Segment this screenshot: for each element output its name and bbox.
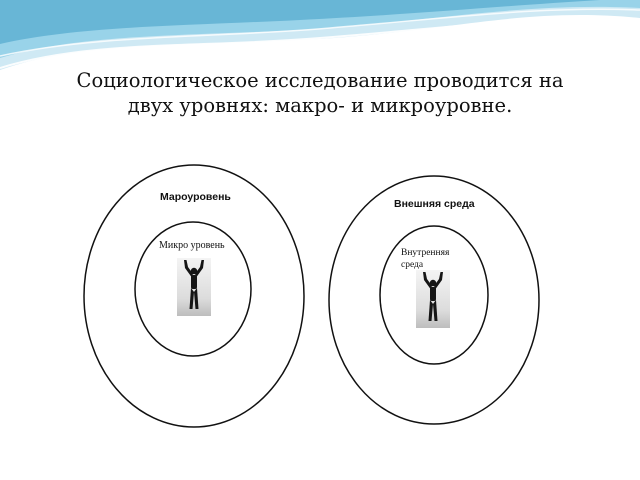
external-environment-label: Внешняя среда	[394, 198, 475, 210]
slide-title-line-2: двух уровнях: макро- и микроуровне.	[127, 94, 513, 117]
internal-environment-label-line-1: Внутренняя	[401, 248, 450, 258]
slide-title-line-1: Социологическое исследование проводится на	[76, 69, 564, 92]
left-diagram	[84, 165, 304, 427]
internal-environment-label-line-2: среда	[401, 260, 424, 270]
person-figure	[416, 270, 450, 328]
internal-environment-label	[401, 248, 452, 270]
micro-level-label: Микро уровень	[159, 240, 225, 251]
person-figure	[177, 258, 211, 316]
right-diagram	[329, 176, 539, 424]
macro-level-label: Мароуровень	[160, 191, 231, 203]
